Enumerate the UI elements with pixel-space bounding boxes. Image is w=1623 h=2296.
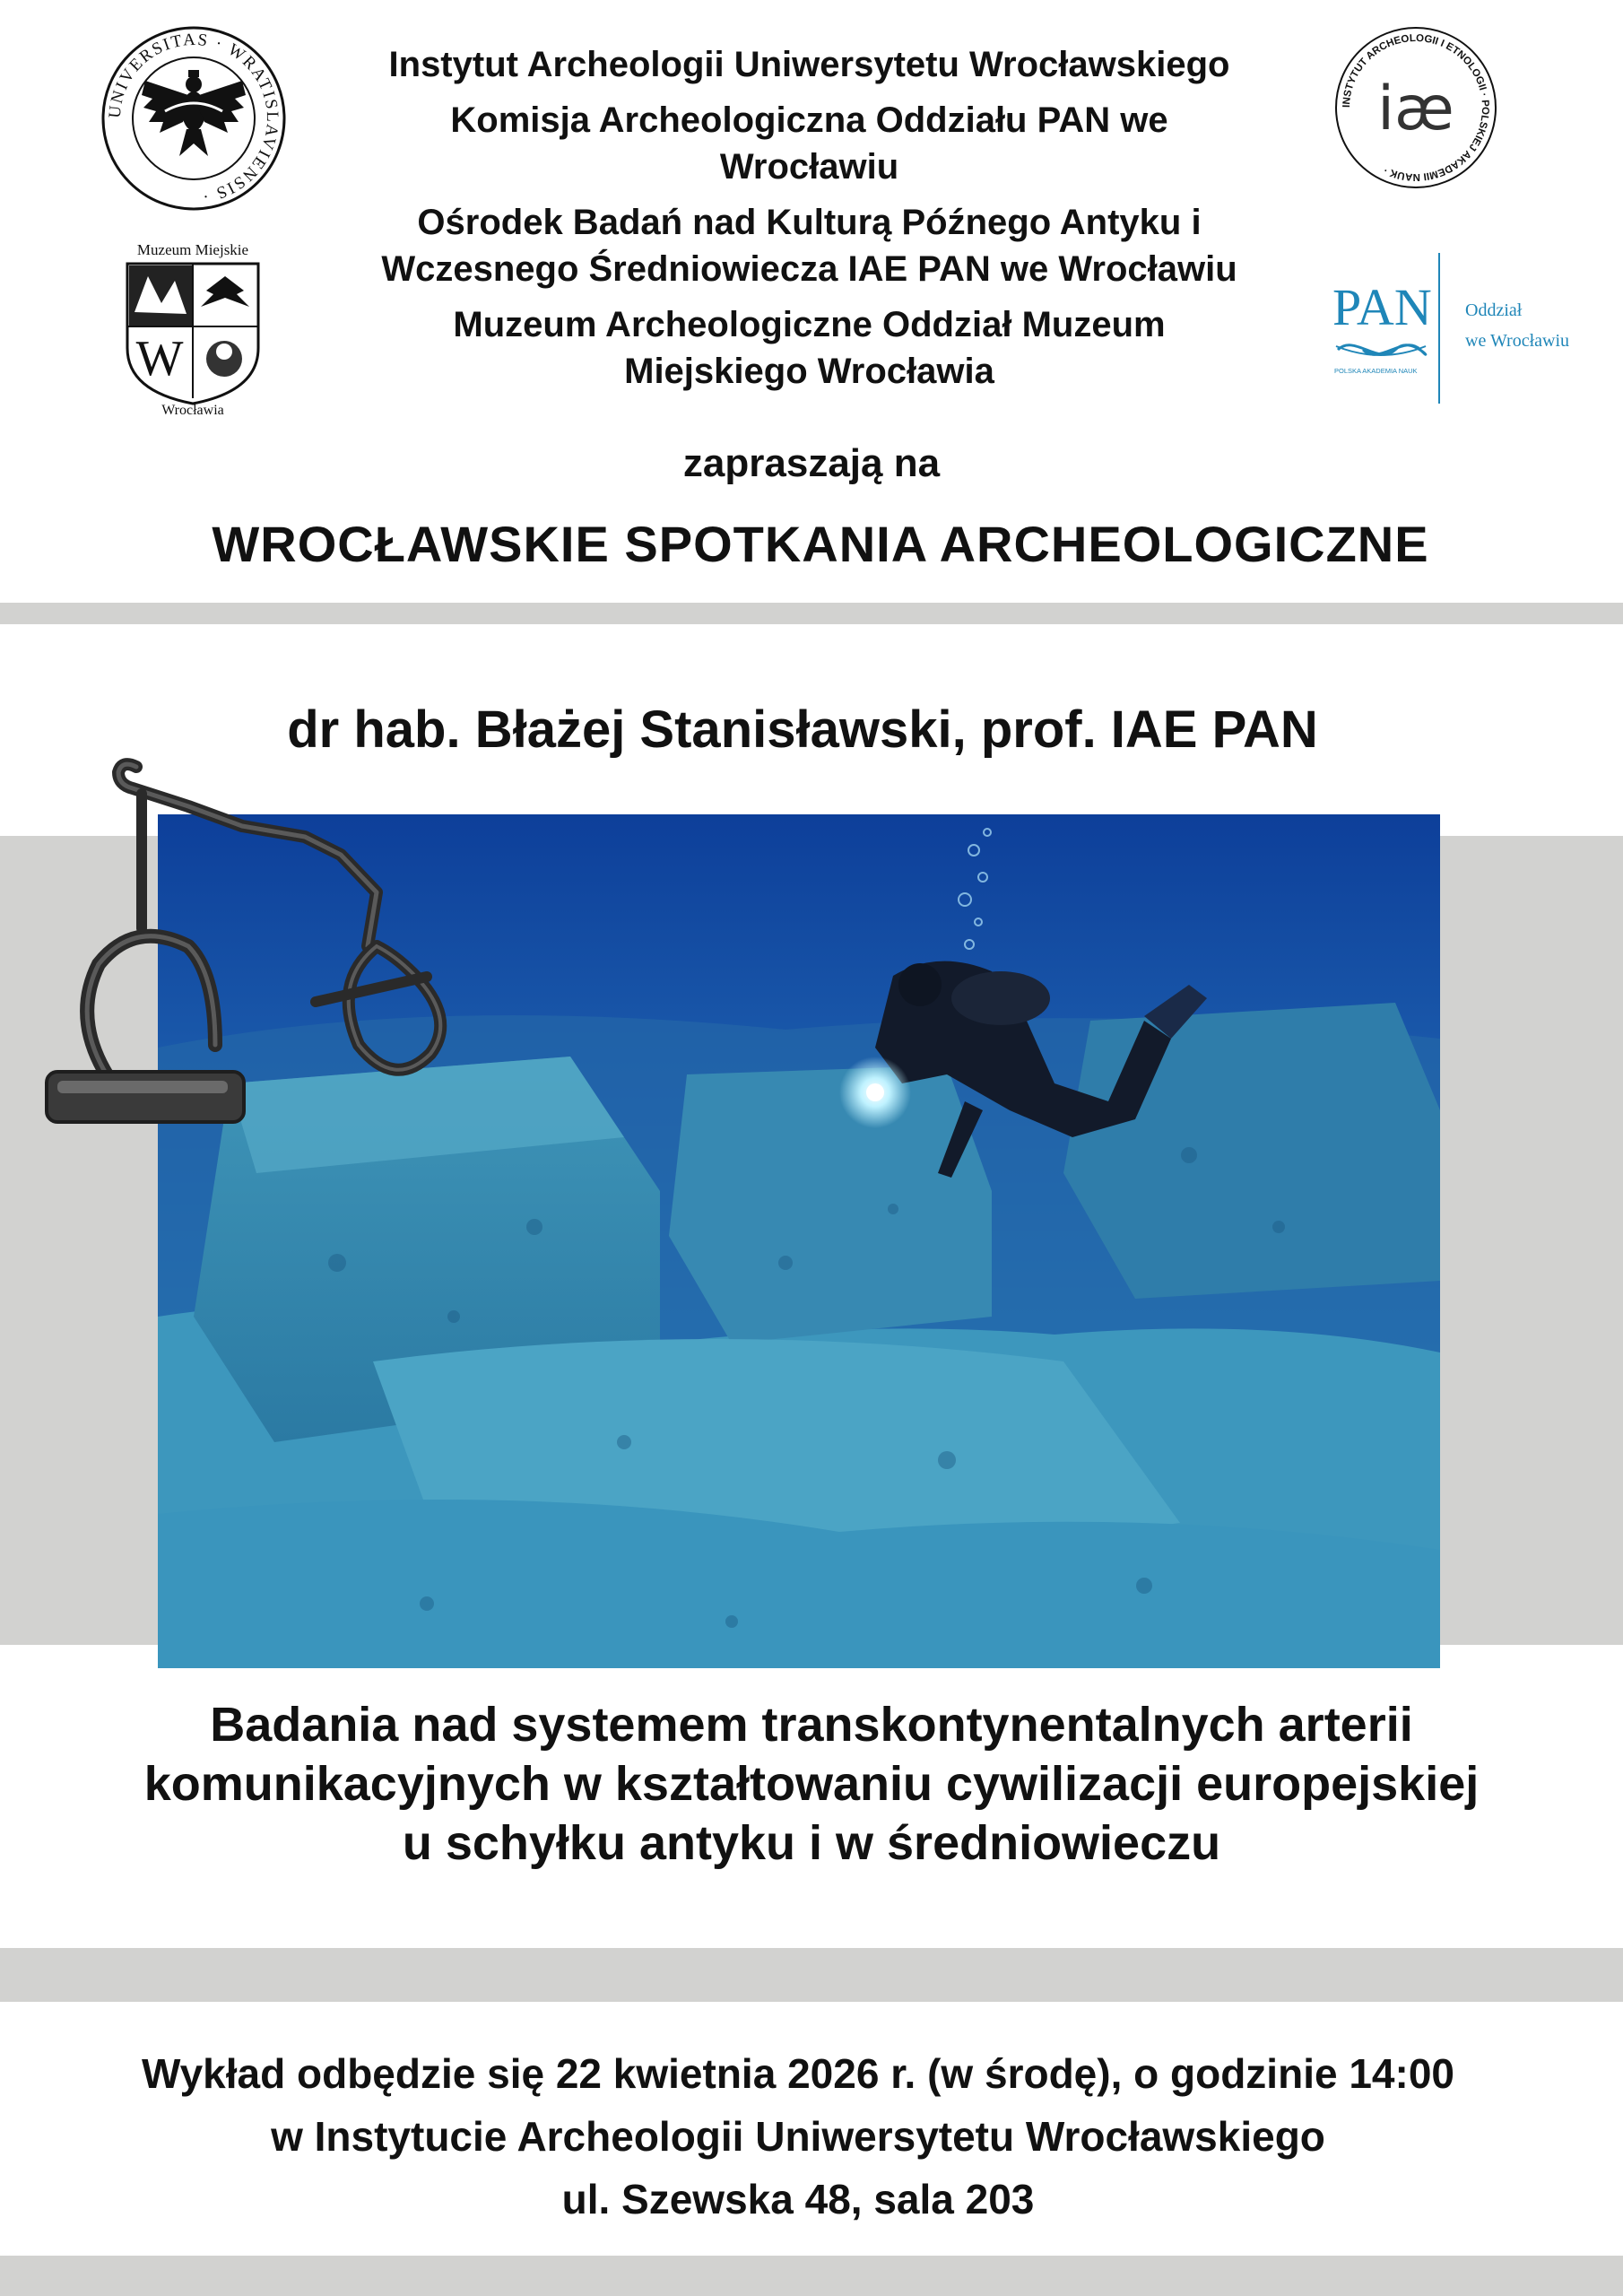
svg-text:we Wrocławiu: we Wrocławiu bbox=[1465, 331, 1570, 351]
divider-band bbox=[0, 1948, 1623, 2002]
iae-pan-logo bbox=[1333, 25, 1498, 190]
svg-text:UNIVERSITAS · WRATISLAVIENSIS: UNIVERSITAS · WRATISLAVIENSIS · bbox=[105, 30, 282, 206]
event-details bbox=[36, 2042, 1560, 2231]
event-date-time: Wykład odbędzie się 22 kwietnia 2026 r. (w środę), o godzinie 14:00 bbox=[142, 2050, 1454, 2097]
divider-band bbox=[0, 603, 1623, 624]
svg-text:Wrocławia: Wrocławia bbox=[161, 403, 224, 416]
invite-text: zapraszają na bbox=[682, 441, 941, 485]
iron-shackles-illustration bbox=[36, 749, 556, 1215]
university-seal-logo bbox=[100, 25, 287, 212]
city-museum-logo bbox=[108, 240, 278, 416]
series-title: WROCŁAWSKIE SPOTKANIA ARCHEOLOGICZNE bbox=[212, 516, 1429, 572]
svg-text:Oddział: Oddział bbox=[1465, 300, 1523, 320]
footer-band bbox=[0, 2256, 1623, 2296]
organizer-name: Komisja Archeologiczna Oddziału PAN we Wrocławiu bbox=[450, 100, 1168, 187]
event-venue: w Instytucie Archeologii Uniwersytetu Wrocławskiego bbox=[271, 2113, 1325, 2160]
lecture-title-line: Badania nad systemem transkontynentalnych arterii bbox=[210, 1698, 1413, 1752]
organizer-name: Instytut Archeologii Uniwersytetu Wrocławskiego bbox=[388, 45, 1230, 84]
svg-text:INSTYTUT ARCHEOLOGII I ETNOLOG: INSTYTUT ARCHEOLOGII I ETNOLOGII · POLSKIEJ AKADEMII NAUK · bbox=[1341, 32, 1491, 183]
pan-branch-logo bbox=[1327, 251, 1578, 409]
lecture-title-line: u schyłku antyku i w średniowieczu bbox=[402, 1816, 1221, 1870]
svg-text:PAN: PAN bbox=[1332, 278, 1432, 336]
svg-text:iæ: iæ bbox=[1377, 74, 1454, 144]
organizers-list bbox=[332, 41, 1287, 404]
organizer-name: Muzeum Archeologiczne Oddział Muzeum Miejskiego Wrocławia bbox=[453, 305, 1166, 391]
event-address: ul. Szewska 48, sala 203 bbox=[561, 2176, 1035, 2222]
speaker-name: dr hab. Błażej Stanisławski, prof. IAE PAN bbox=[287, 700, 1318, 759]
lecture-title-line: komunikacyjnych w kształtowaniu cywilizacji europejskiej bbox=[143, 1757, 1480, 1811]
svg-text:W: W bbox=[135, 331, 184, 387]
lecture-title bbox=[36, 1695, 1587, 1873]
svg-text:Muzeum Miejskie: Muzeum Miejskie bbox=[136, 241, 249, 258]
organizer-name: Ośrodek Badań nad Kulturą Późnego Antyku i Wczesnego Średniowiecza IAE PAN we Wrocławiu bbox=[381, 203, 1237, 289]
svg-text:POLSKA AKADEMIA NAUK: POLSKA AKADEMIA NAUK bbox=[1334, 367, 1418, 375]
